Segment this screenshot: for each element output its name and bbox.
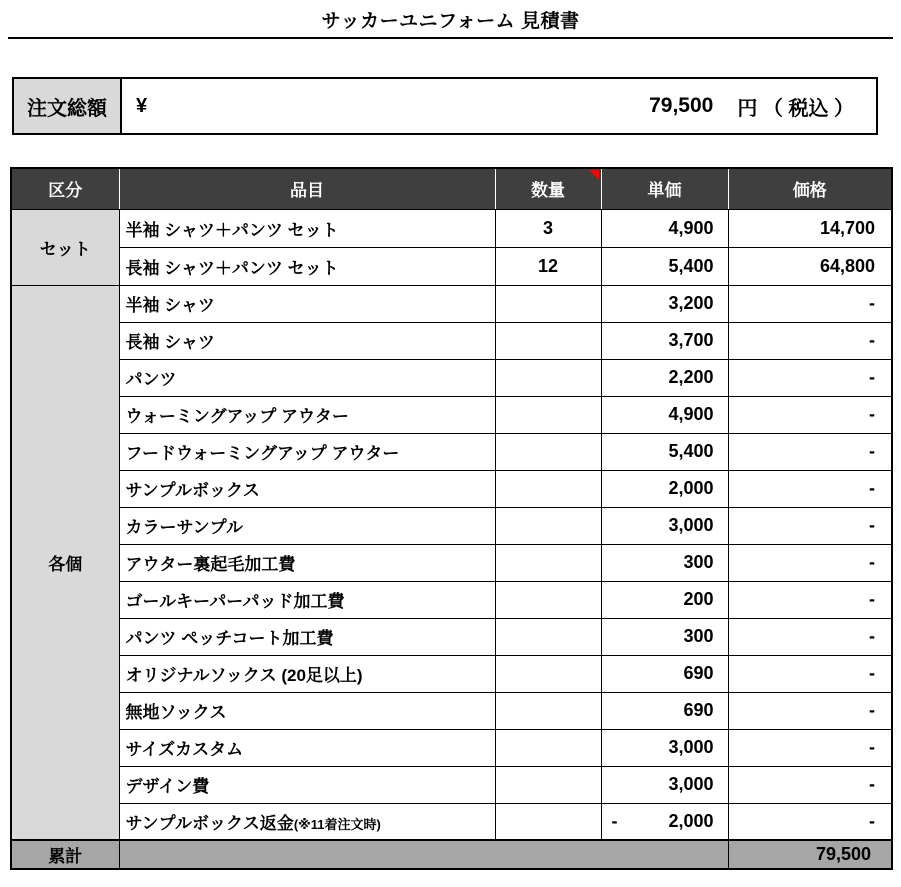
- table-header-row: [11, 168, 892, 209]
- item-cell: [119, 803, 495, 840]
- price-cell: -: [728, 322, 892, 359]
- total-price-cell: 79,500: [728, 840, 892, 869]
- table-row: [11, 470, 892, 507]
- negative-sign: -: [611, 810, 618, 831]
- table-row: [11, 692, 892, 729]
- item-cell: オリジナルソックス (20足以上): [119, 655, 495, 692]
- qty-cell: [495, 285, 601, 322]
- price-cell: -: [728, 544, 892, 581]
- item-cell: パンツ: [119, 359, 495, 396]
- header-price: 価格: [728, 168, 892, 209]
- header-category: 区分: [11, 168, 119, 209]
- unit-price-cell: 690: [601, 692, 728, 729]
- qty-cell: [495, 581, 601, 618]
- order-total-amount: 79,500: [649, 94, 714, 117]
- price-cell: -: [728, 396, 892, 433]
- item-cell: 半袖 シャツ: [119, 285, 495, 322]
- qty-cell: [495, 507, 601, 544]
- unit-price-cell: 5,400: [601, 433, 728, 470]
- title-divider: [8, 37, 893, 39]
- table-row: [11, 209, 892, 247]
- qty-cell: [495, 692, 601, 729]
- price-cell: -: [728, 285, 892, 322]
- unit-price-cell: 5,400: [601, 247, 728, 285]
- comment-indicator-icon[interactable]: [589, 170, 599, 180]
- group-cell-individual: 各個: [11, 285, 119, 840]
- price-cell: -: [728, 692, 892, 729]
- qty-cell: [495, 322, 601, 359]
- unit-price-cell: 3,700: [601, 322, 728, 359]
- unit-price-cell: 300: [601, 618, 728, 655]
- qty-cell: [495, 470, 601, 507]
- unit-price-cell: 4,900: [601, 209, 728, 247]
- price-cell: -: [728, 766, 892, 803]
- qty-cell: [495, 544, 601, 581]
- price-cell: -: [728, 507, 892, 544]
- table-row: [11, 618, 892, 655]
- qty-cell: [495, 359, 601, 396]
- item-cell: フードウォーミングアップ アウター: [119, 433, 495, 470]
- price-cell: -: [728, 433, 892, 470]
- unit-price-cell: 2,000: [601, 470, 728, 507]
- price-cell: -: [728, 655, 892, 692]
- total-row: [11, 840, 892, 869]
- item-cell: サイズカスタム: [119, 729, 495, 766]
- order-total-label: 注文総額: [14, 79, 122, 133]
- unit-price-cell: 3,000: [601, 507, 728, 544]
- unit-price-cell: 4,900: [601, 396, 728, 433]
- table-row: [11, 507, 892, 544]
- qty-cell: 3: [495, 209, 601, 247]
- price-cell: 14,700: [728, 209, 892, 247]
- price-cell: -: [728, 618, 892, 655]
- unit-price-cell: 690: [601, 655, 728, 692]
- table-row: [11, 359, 892, 396]
- item-cell: 長袖 シャツ＋パンツ セット: [119, 247, 495, 285]
- qty-cell: [495, 803, 601, 840]
- table-row: [11, 729, 892, 766]
- unit-price-cell: [601, 803, 728, 840]
- unit-price-cell: 3,000: [601, 729, 728, 766]
- item-cell: 無地ソックス: [119, 692, 495, 729]
- order-total-box: [12, 77, 878, 135]
- item-cell: パンツ ペッチコート加工費: [119, 618, 495, 655]
- unit-price-cell: 3,000: [601, 766, 728, 803]
- total-span-cell: [119, 840, 728, 869]
- item-cell: デザイン費: [119, 766, 495, 803]
- page-title: サッカーユニフォーム 見積書: [321, 11, 580, 32]
- item-label: サンプルボックス返金: [125, 813, 294, 833]
- qty-cell: [495, 655, 601, 692]
- item-cell: 半袖 シャツ＋パンツ セット: [119, 209, 495, 247]
- qty-cell: [495, 433, 601, 470]
- currency-symbol: ¥: [136, 94, 148, 117]
- qty-cell: [495, 396, 601, 433]
- table-row: [11, 247, 892, 285]
- total-label: 累計: [11, 840, 119, 869]
- item-cell: サンプルボックス: [119, 470, 495, 507]
- item-note: (※11着注文時): [293, 816, 381, 832]
- quote-table: [10, 167, 893, 870]
- table-row: [11, 322, 892, 359]
- group-cell-set: セット: [11, 209, 119, 285]
- unit-price-cell: 3,200: [601, 285, 728, 322]
- price-cell: -: [728, 359, 892, 396]
- price-cell: -: [728, 581, 892, 618]
- unit-price-cell: 2,200: [601, 359, 728, 396]
- item-cell: ウォーミングアップ アウター: [119, 396, 495, 433]
- order-total-unit: 円 （ 税込 ）: [737, 97, 854, 120]
- header-item: 品目: [119, 168, 495, 209]
- price-cell: 64,800: [728, 247, 892, 285]
- header-quantity: [495, 168, 601, 209]
- item-cell: ゴールキーパーパッド加工費: [119, 581, 495, 618]
- qty-cell: [495, 618, 601, 655]
- price-cell: -: [728, 729, 892, 766]
- order-total-value: [122, 79, 876, 133]
- table-row: [11, 581, 892, 618]
- unit-price-value: 2,000: [668, 810, 714, 831]
- price-cell: -: [728, 470, 892, 507]
- header-quantity-label: 数量: [531, 181, 565, 201]
- header-unit-price: 単価: [601, 168, 728, 209]
- table-row: [11, 396, 892, 433]
- qty-cell: [495, 729, 601, 766]
- price-cell: -: [728, 803, 892, 840]
- item-cell: カラーサンプル: [119, 507, 495, 544]
- table-row: [11, 766, 892, 803]
- qty-cell: [495, 766, 601, 803]
- table-row: [11, 544, 892, 581]
- item-cell: アウター裏起毛加工費: [119, 544, 495, 581]
- table-row: [11, 655, 892, 692]
- unit-price-cell: 300: [601, 544, 728, 581]
- table-row: [11, 285, 892, 322]
- qty-cell: 12: [495, 247, 601, 285]
- table-row: [11, 803, 892, 840]
- unit-price-cell: 200: [601, 581, 728, 618]
- item-cell: 長袖 シャツ: [119, 322, 495, 359]
- table-row: [11, 433, 892, 470]
